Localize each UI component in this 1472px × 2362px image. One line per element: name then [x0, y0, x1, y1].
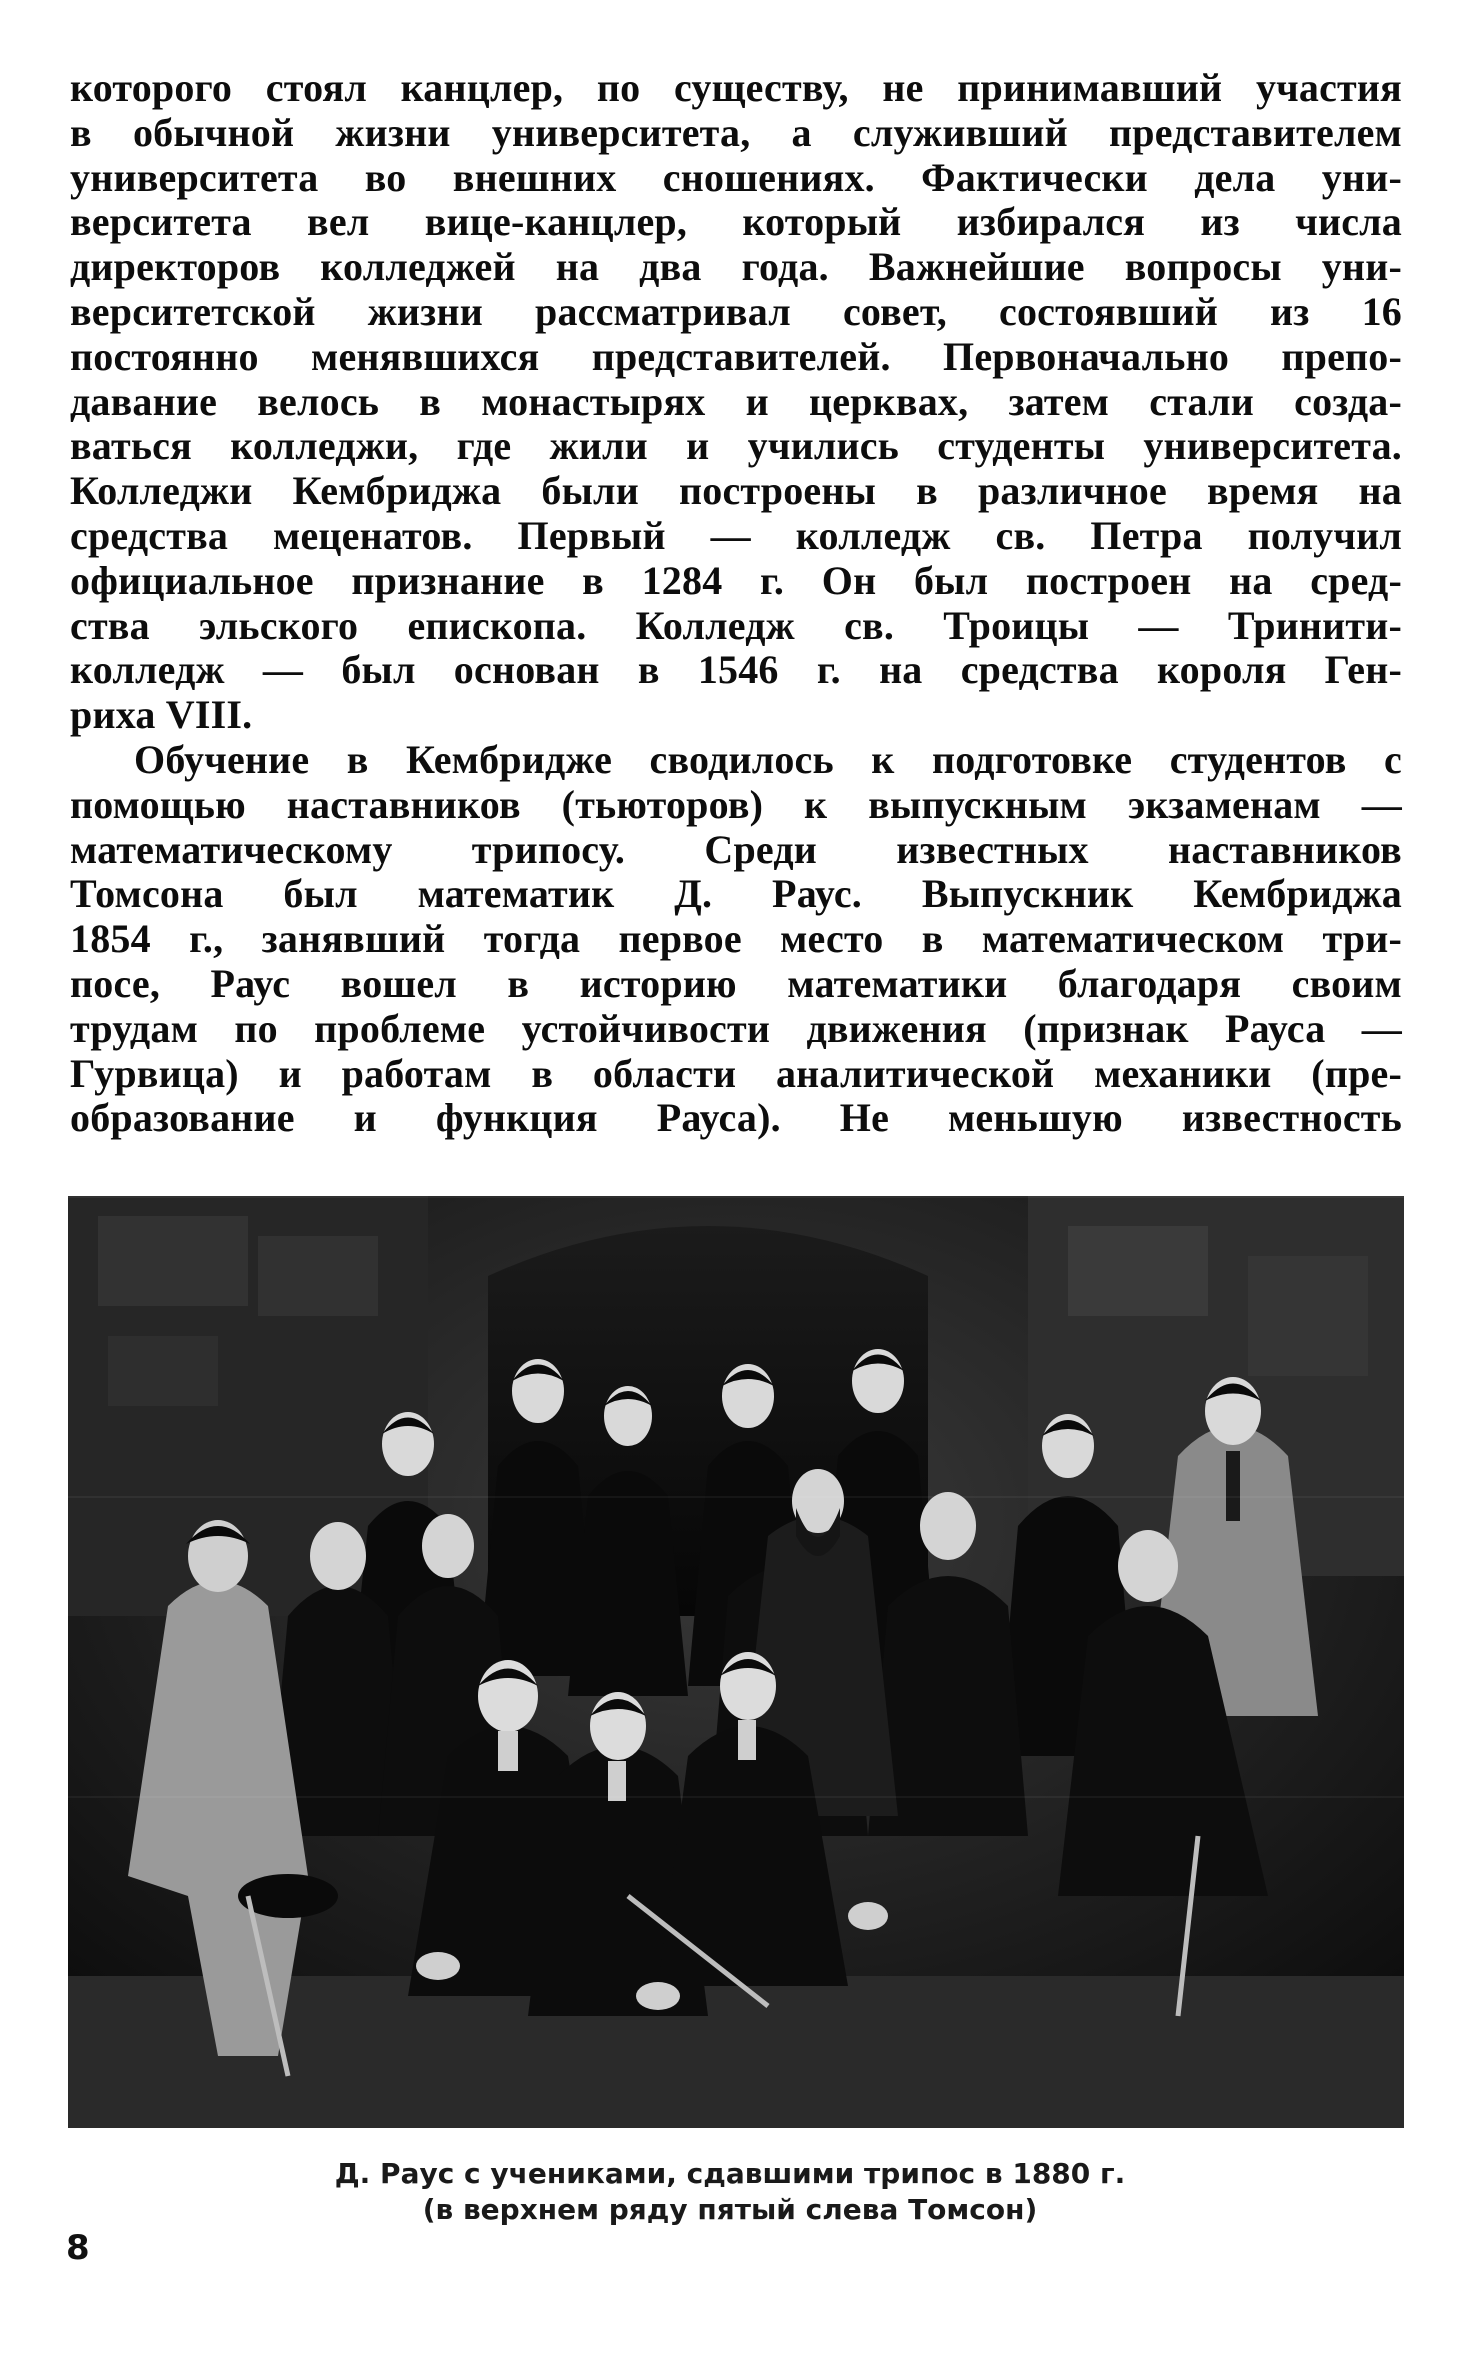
text-line: верситета вел вице-канцлер, который избирался из числа	[70, 199, 1402, 245]
text-line: Обучение в Кембридже сводилось к подготовке студентов с	[134, 736, 1402, 782]
paragraph-2	[70, 738, 1402, 1141]
text-line: 1854 г., занявший тогда первое место в математическом три-	[70, 916, 1402, 962]
text-line: посе, Раус вошел в историю математики благодаря своим	[70, 960, 1402, 1006]
text-line: ства эльского епископа. Колледж св. Троицы — Тринити-	[70, 602, 1402, 648]
text-line: помощью наставников (тьюторов) к выпускным экзаменам —	[70, 781, 1402, 827]
page-number: 8	[66, 2228, 90, 2268]
text-line: ваться колледжи, где жили и учились студенты университета.	[70, 423, 1402, 469]
text-line: колледж — был основан в 1546 г. на средства короля Ген-	[70, 647, 1402, 693]
text-line: верситетской жизни рассматривал совет, состоявший из 16	[70, 288, 1402, 334]
caption-line-1: Д. Раус с учениками, сдавшими трипос в 1880 г.	[334, 2157, 1126, 2190]
text-line: математическому трипосу. Среди известных наставников	[70, 826, 1402, 872]
text-line: средства меценатов. Первый — колледж св. Петра получил	[70, 512, 1402, 558]
text-line: образование и функция Рауса). Не меньшую известность	[70, 1095, 1402, 1141]
text-line: директоров колледжей на два года. Важнейшие вопросы уни-	[70, 244, 1402, 290]
text-line: университета во внешних сношениях. Фактически дела уни-	[70, 154, 1402, 200]
text-line: в обычной жизни университета, а служивший представителем	[70, 109, 1402, 155]
figure-caption	[200, 2156, 1260, 2228]
text-line: Гурвица) и работам в области аналитической механики (пре-	[70, 1050, 1402, 1096]
front-row	[408, 1726, 848, 2016]
paragraph-1	[70, 66, 1402, 738]
text-line: постоянно менявшихся представителей. Первоначально препо-	[70, 333, 1402, 379]
text-line: риха VIII.	[70, 692, 253, 738]
text-line: давание велось в монастырях и церквах, затем стали созда-	[70, 378, 1402, 424]
text-line: трудам по проблеме устойчивости движения (признак Рауса —	[70, 1005, 1402, 1051]
text-line: Томсона был математик Д. Раус. Выпускник Кембриджа	[70, 871, 1402, 917]
group-photograph	[68, 1196, 1404, 2128]
text-line: официальное признание в 1284 г. Он был построен на сред-	[70, 557, 1402, 603]
text-line: Колледжи Кембриджа были построены в различное время на	[70, 468, 1402, 514]
photo-illustration	[68, 1196, 1404, 2128]
caption-line-2: (в верхнем ряду пятый слева Томсон)	[422, 2193, 1038, 2226]
body-text	[70, 66, 1402, 1141]
text-line: которого стоял канцлер, по существу, не принимавший участия	[70, 65, 1402, 110]
